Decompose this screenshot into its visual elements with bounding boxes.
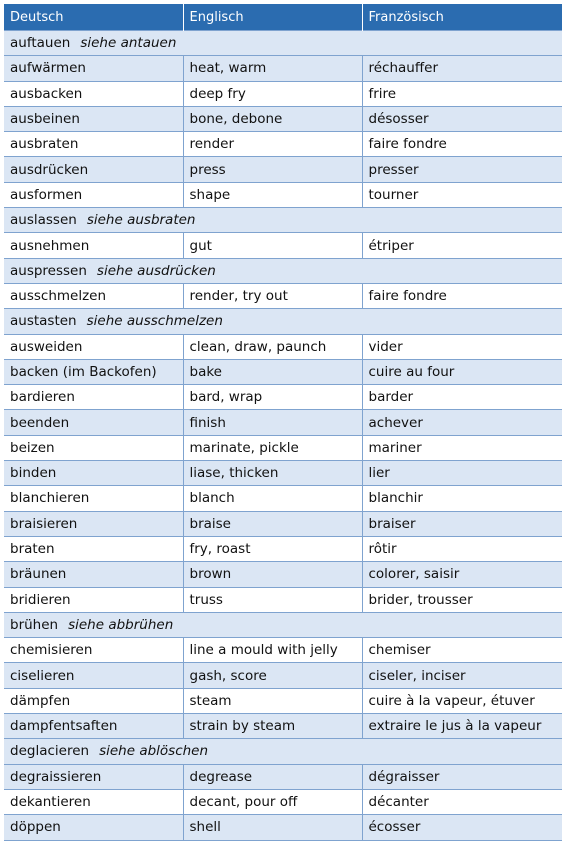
french-term: lier xyxy=(362,461,562,486)
german-term: beenden xyxy=(4,410,183,435)
cross-reference-row xyxy=(4,31,562,56)
english-term: truss xyxy=(183,587,362,612)
french-term: vider xyxy=(362,334,562,359)
cross-reference-cell xyxy=(4,309,562,334)
table-row xyxy=(4,587,562,612)
table-row xyxy=(4,511,562,536)
table-row xyxy=(4,663,562,688)
german-term: auftauen xyxy=(10,35,71,52)
french-term: blanchir xyxy=(362,486,562,511)
english-term: bard, wrap xyxy=(183,385,362,410)
english-term: deep fry xyxy=(183,81,362,106)
english-term: steam xyxy=(183,688,362,713)
german-term: chemisieren xyxy=(4,638,183,663)
german-term: blanchieren xyxy=(4,486,183,511)
german-term: bardieren xyxy=(4,385,183,410)
table-row xyxy=(4,132,562,157)
german-term: degraissieren xyxy=(4,764,183,789)
german-term: deglacieren xyxy=(10,743,90,760)
see-label: siehe xyxy=(96,262,133,279)
see-label: siehe xyxy=(68,616,105,633)
see-label: siehe xyxy=(86,313,123,330)
french-term: braiser xyxy=(362,511,562,536)
see-reference xyxy=(97,263,216,279)
table-row xyxy=(4,562,562,587)
table-row xyxy=(4,233,562,258)
english-term: line a mould with jelly xyxy=(183,638,362,663)
table-row xyxy=(4,815,562,840)
english-term: liase, thicken xyxy=(183,461,362,486)
french-term: extraire le jus à la vapeur xyxy=(362,714,562,739)
german-term: ciselieren xyxy=(4,663,183,688)
french-term: barder xyxy=(362,385,562,410)
cross-reference-cell xyxy=(4,612,562,637)
table-body xyxy=(4,31,562,841)
french-term: dégraisser xyxy=(362,764,562,789)
french-term: frire xyxy=(362,81,562,106)
german-term: ausweiden xyxy=(4,334,183,359)
french-term: rôtir xyxy=(362,536,562,561)
french-term: tourner xyxy=(362,182,562,207)
german-term: bräunen xyxy=(4,562,183,587)
french-term: presser xyxy=(362,157,562,182)
english-term: heat, warm xyxy=(183,56,362,81)
column-header-english: Englisch xyxy=(183,4,362,31)
english-term: gash, score xyxy=(183,663,362,688)
german-term: döppen xyxy=(4,815,183,840)
english-term: clean, draw, paunch xyxy=(183,334,362,359)
cross-reference-cell xyxy=(4,31,562,56)
german-term: ausdrücken xyxy=(4,157,183,182)
table-header-row xyxy=(4,4,562,31)
german-term: bridieren xyxy=(4,587,183,612)
table-row xyxy=(4,182,562,207)
french-term: colorer, saisir xyxy=(362,562,562,587)
english-term: strain by steam xyxy=(183,714,362,739)
table-row xyxy=(4,410,562,435)
see-target: antauen xyxy=(120,35,177,52)
french-term: décanter xyxy=(362,789,562,814)
french-term: chemiser xyxy=(362,638,562,663)
english-term: degrease xyxy=(183,764,362,789)
table-row xyxy=(4,638,562,663)
see-reference xyxy=(80,35,176,51)
table-row xyxy=(4,56,562,81)
french-term: cuire au four xyxy=(362,359,562,384)
english-term: decant, pour off xyxy=(183,789,362,814)
table-row xyxy=(4,435,562,460)
cross-reference-row xyxy=(4,739,562,764)
table-row xyxy=(4,283,562,308)
see-target: ausbraten xyxy=(127,212,196,229)
german-term: dekantieren xyxy=(4,789,183,814)
cross-reference-row xyxy=(4,612,562,637)
english-term: shell xyxy=(183,815,362,840)
french-term: brider, trousser xyxy=(362,587,562,612)
table-row xyxy=(4,536,562,561)
glossary-table-container xyxy=(4,4,562,841)
see-label: siehe xyxy=(86,212,123,229)
table-row xyxy=(4,81,562,106)
french-term: mariner xyxy=(362,435,562,460)
french-term: réchauffer xyxy=(362,56,562,81)
french-term: achever xyxy=(362,410,562,435)
see-target: ausschmelzen xyxy=(126,313,223,330)
french-term: faire fondre xyxy=(362,132,562,157)
german-term: austasten xyxy=(10,313,77,330)
table-row xyxy=(4,714,562,739)
german-term: dämpfen xyxy=(4,688,183,713)
table-row xyxy=(4,789,562,814)
german-term: auslassen xyxy=(10,212,77,229)
see-reference xyxy=(87,212,196,228)
see-reference xyxy=(99,743,208,759)
see-target: ablöschen xyxy=(139,743,209,760)
english-term: shape xyxy=(183,182,362,207)
english-term: render, try out xyxy=(183,283,362,308)
english-term: render xyxy=(183,132,362,157)
table-row xyxy=(4,461,562,486)
see-reference xyxy=(68,617,173,633)
cross-reference-row xyxy=(4,208,562,233)
see-label: siehe xyxy=(99,743,136,760)
german-term: ausformen xyxy=(4,182,183,207)
french-term: désosser xyxy=(362,106,562,131)
cross-reference-cell xyxy=(4,208,562,233)
german-term: backen (im Backofen) xyxy=(4,359,183,384)
english-term: press xyxy=(183,157,362,182)
german-term: braisieren xyxy=(4,511,183,536)
cross-reference-cell xyxy=(4,258,562,283)
column-header-french: Französisch xyxy=(362,4,562,31)
german-term: ausbraten xyxy=(4,132,183,157)
see-target: abbrühen xyxy=(108,616,174,633)
german-term: brühen xyxy=(10,616,59,633)
cross-reference-row xyxy=(4,258,562,283)
english-term: marinate, pickle xyxy=(183,435,362,460)
table-row xyxy=(4,157,562,182)
english-term: braise xyxy=(183,511,362,536)
french-term: ciseler, inciser xyxy=(362,663,562,688)
column-header-german: Deutsch xyxy=(4,4,183,31)
glossary-table xyxy=(4,4,562,841)
cross-reference-cell xyxy=(4,739,562,764)
french-term: écosser xyxy=(362,815,562,840)
see-target: ausdrücken xyxy=(137,262,216,279)
table-row xyxy=(4,764,562,789)
table-row xyxy=(4,359,562,384)
english-term: blanch xyxy=(183,486,362,511)
english-term: gut xyxy=(183,233,362,258)
german-term: braten xyxy=(4,536,183,561)
see-label: siehe xyxy=(80,35,117,52)
german-term: beizen xyxy=(4,435,183,460)
german-term: ausbeinen xyxy=(4,106,183,131)
english-term: fry, roast xyxy=(183,536,362,561)
german-term: aufwärmen xyxy=(4,56,183,81)
german-term: binden xyxy=(4,461,183,486)
french-term: cuire à la vapeur, étuver xyxy=(362,688,562,713)
english-term: bake xyxy=(183,359,362,384)
german-term: dampfentsaften xyxy=(4,714,183,739)
cross-reference-row xyxy=(4,309,562,334)
german-term: ausschmelzen xyxy=(4,283,183,308)
french-term: étriper xyxy=(362,233,562,258)
english-term: finish xyxy=(183,410,362,435)
table-row xyxy=(4,486,562,511)
german-term: ausnehmen xyxy=(4,233,183,258)
table-row xyxy=(4,106,562,131)
english-term: brown xyxy=(183,562,362,587)
table-row xyxy=(4,385,562,410)
english-term: bone, debone xyxy=(183,106,362,131)
french-term: faire fondre xyxy=(362,283,562,308)
table-row xyxy=(4,334,562,359)
german-term: ausbacken xyxy=(4,81,183,106)
german-term: auspressen xyxy=(10,262,87,279)
table-row xyxy=(4,688,562,713)
see-reference xyxy=(87,313,223,329)
